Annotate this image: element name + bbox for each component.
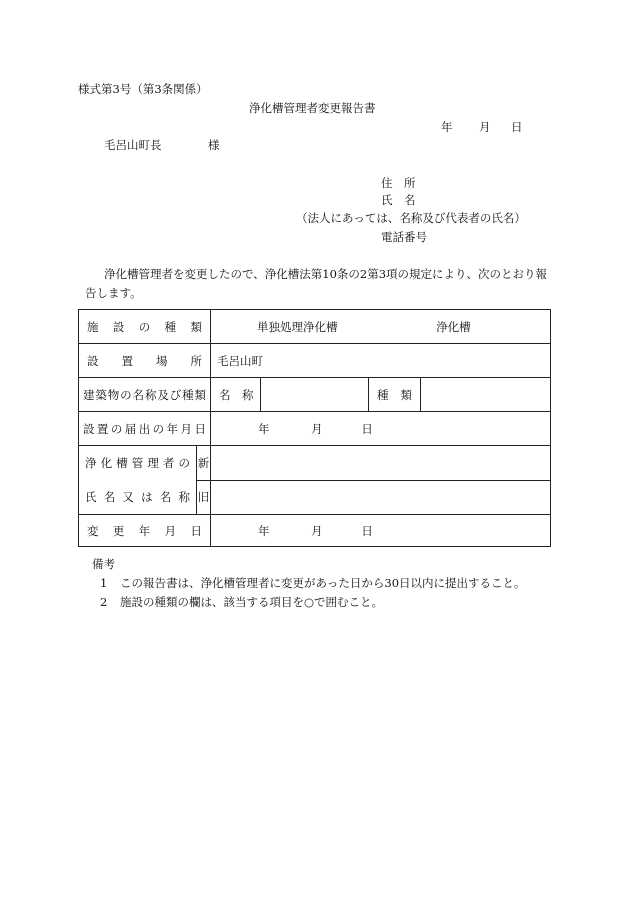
building-label: 建築物の名称及び種類 <box>79 378 211 412</box>
manager-new-label: 新 <box>197 446 210 481</box>
row-building <box>79 378 551 412</box>
facility-type-option-tandoku[interactable]: 単独処理浄化槽 <box>257 319 338 334</box>
location-value[interactable]: 毛呂山町 <box>211 344 551 378</box>
manager-label-line2: 氏名又は名称 <box>85 490 190 504</box>
row-change-date <box>79 515 551 547</box>
building-type-input[interactable] <box>421 378 551 412</box>
change-date-month: 月 <box>311 523 323 538</box>
note-item <box>92 593 526 612</box>
change-date-label: 変更年月日 <box>79 515 211 547</box>
page-title: 浄化槽管理者変更報告書 <box>249 101 376 115</box>
notes-heading: 備考 <box>92 557 115 571</box>
install-notice-date[interactable] <box>211 412 551 446</box>
facility-type-cell[interactable] <box>211 310 551 344</box>
date-day-label: 日 <box>511 120 523 134</box>
row-location <box>79 344 551 378</box>
building-name-label: 名 称 <box>211 378 261 412</box>
date-month-label: 月 <box>479 120 491 134</box>
change-date-year: 年 <box>258 523 270 538</box>
install-notice-year: 年 <box>258 421 270 436</box>
addressee-name: 毛呂山町長 <box>104 138 162 152</box>
manager-old-label: 旧 <box>197 490 210 505</box>
name-label: 氏 名 <box>381 193 416 207</box>
note-text: 施設の種類の欄は、該当する項目を○で囲むこと。 <box>120 595 384 609</box>
report-table <box>78 309 551 547</box>
form-number: 様式第3号（第3条関係） <box>78 82 208 96</box>
row-manager-new <box>79 446 551 481</box>
manager-label-line1: 浄化槽管理者の <box>85 456 190 470</box>
note-item <box>92 574 526 593</box>
manager-label <box>79 446 211 515</box>
facility-type-label: 施設の種類 <box>79 310 211 344</box>
building-name-input[interactable] <box>261 378 369 412</box>
change-date[interactable] <box>211 515 551 547</box>
row-facility-type <box>79 310 551 344</box>
row-install-notice <box>79 412 551 446</box>
body-text-line2: 告します。 <box>85 286 142 300</box>
date-year-label: 年 <box>441 120 453 134</box>
address-label: 住 所 <box>381 176 416 190</box>
note-text: この報告書は、浄化槽管理者に変更があった日から30日以内に提出すること。 <box>120 576 526 590</box>
note-number: 2 <box>100 595 108 609</box>
note-number: 1 <box>100 576 108 590</box>
building-type-label: 種 類 <box>369 378 421 412</box>
manager-new-input[interactable] <box>211 446 551 481</box>
location-label: 設置場所 <box>79 344 211 378</box>
install-notice-month: 月 <box>311 421 323 436</box>
body-text-line1: 浄化槽管理者を変更したので、浄化槽法第10条の2第3項の規定により、次のとおり報 <box>104 267 548 281</box>
change-date-day: 日 <box>361 523 373 538</box>
manager-old-input[interactable] <box>211 480 551 515</box>
addressee-honorific: 様 <box>208 138 220 152</box>
corporate-note: （法人にあっては、名称及び代表者の氏名） <box>296 211 526 225</box>
install-notice-day: 日 <box>361 421 373 436</box>
phone-label: 電話番号 <box>381 230 427 244</box>
install-notice-label: 設置の届出の年月日 <box>79 412 211 446</box>
notes <box>92 555 526 612</box>
facility-type-option-johkaso[interactable]: 浄化槽 <box>436 319 471 334</box>
